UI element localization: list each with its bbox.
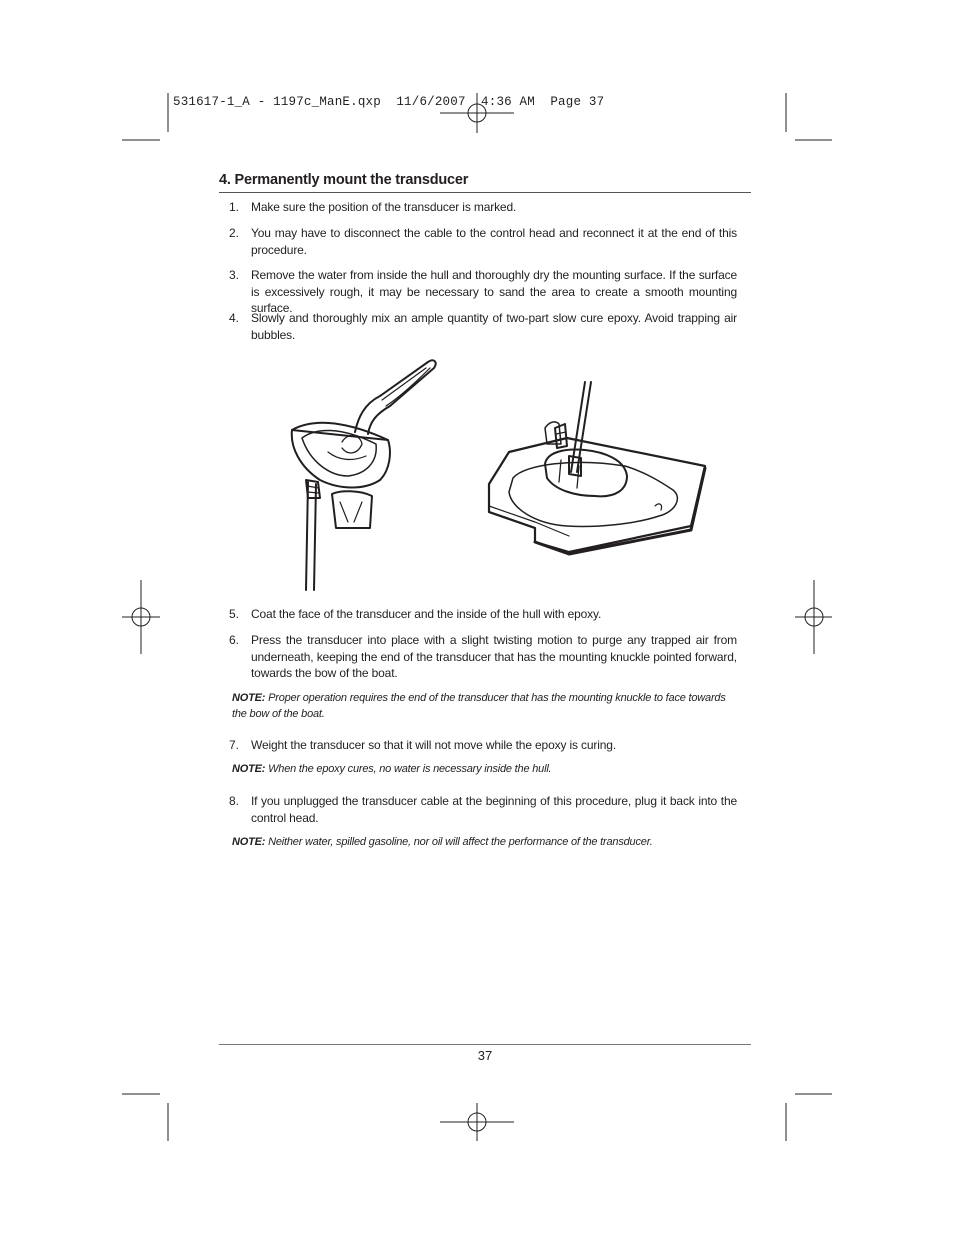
step-item bbox=[229, 737, 737, 754]
print-slug: 531617-1_A - 1197c_ManE.qxp 11/6/2007 4:36 AM Page 37 bbox=[173, 95, 605, 109]
step-number: 3. bbox=[229, 268, 240, 282]
step-item bbox=[229, 199, 737, 216]
note-text: When the epoxy cures, no water is necessary inside the hull. bbox=[268, 763, 552, 775]
step-number: 2. bbox=[229, 226, 240, 240]
step-number: 8. bbox=[229, 794, 240, 808]
epoxy-applicator-illustration bbox=[280, 352, 450, 597]
note-label: NOTE: bbox=[232, 836, 266, 848]
heading-rule bbox=[219, 192, 751, 193]
page-number: 37 bbox=[477, 1048, 493, 1063]
mounted-transducer-illustration bbox=[485, 378, 715, 570]
step-number: 5. bbox=[229, 607, 240, 621]
step-item bbox=[229, 606, 737, 623]
step-number: 6. bbox=[229, 633, 240, 647]
step-item bbox=[229, 793, 737, 826]
step-text: Remove the water from inside the hull and thoroughly dry the mounting surface. If the surface is excessively rough, it may be necessary to sand the area to create a smooth mounting surface. bbox=[251, 268, 737, 315]
note-block bbox=[232, 762, 737, 778]
step-text: If you unplugged the transducer cable at the beginning of this procedure, plug it back into the control head. bbox=[251, 794, 737, 825]
step-text: You may have to disconnect the cable to the control head and reconnect it at the end of this procedure. bbox=[251, 226, 737, 257]
note-text: Proper operation requires the end of the transducer that has the mounting knuckle to face towards the bow of the boat. bbox=[232, 692, 726, 720]
step-text: Make sure the position of the transducer is marked. bbox=[251, 200, 517, 214]
section-heading: 4. Permanently mount the transducer bbox=[219, 172, 469, 188]
step-text: Press the transducer into place with a slight twisting motion to purge any trapped air from underneath, keeping the end of the transducer that has the mounting knuckle pointed forward, towards the bow of the boat. bbox=[251, 633, 737, 680]
note-block bbox=[232, 835, 737, 851]
note-block bbox=[232, 691, 737, 722]
step-number: 7. bbox=[229, 738, 240, 752]
step-text: Coat the face of the transducer and the inside of the hull with epoxy. bbox=[251, 607, 602, 621]
step-item bbox=[229, 632, 737, 682]
step-item bbox=[229, 225, 737, 258]
note-label: NOTE: bbox=[232, 763, 266, 775]
step-item bbox=[229, 310, 737, 343]
footer-rule bbox=[219, 1044, 751, 1045]
step-number: 1. bbox=[229, 200, 240, 214]
note-label: NOTE: bbox=[232, 692, 266, 704]
step-number: 4. bbox=[229, 311, 240, 325]
note-text: Neither water, spilled gasoline, nor oil will affect the performance of the transducer. bbox=[268, 836, 653, 848]
step-text: Weight the transducer so that it will not move while the epoxy is curing. bbox=[251, 738, 617, 752]
step-text: Slowly and thoroughly mix an ample quantity of two-part slow cure epoxy. Avoid trapping air bubbles. bbox=[251, 311, 737, 342]
